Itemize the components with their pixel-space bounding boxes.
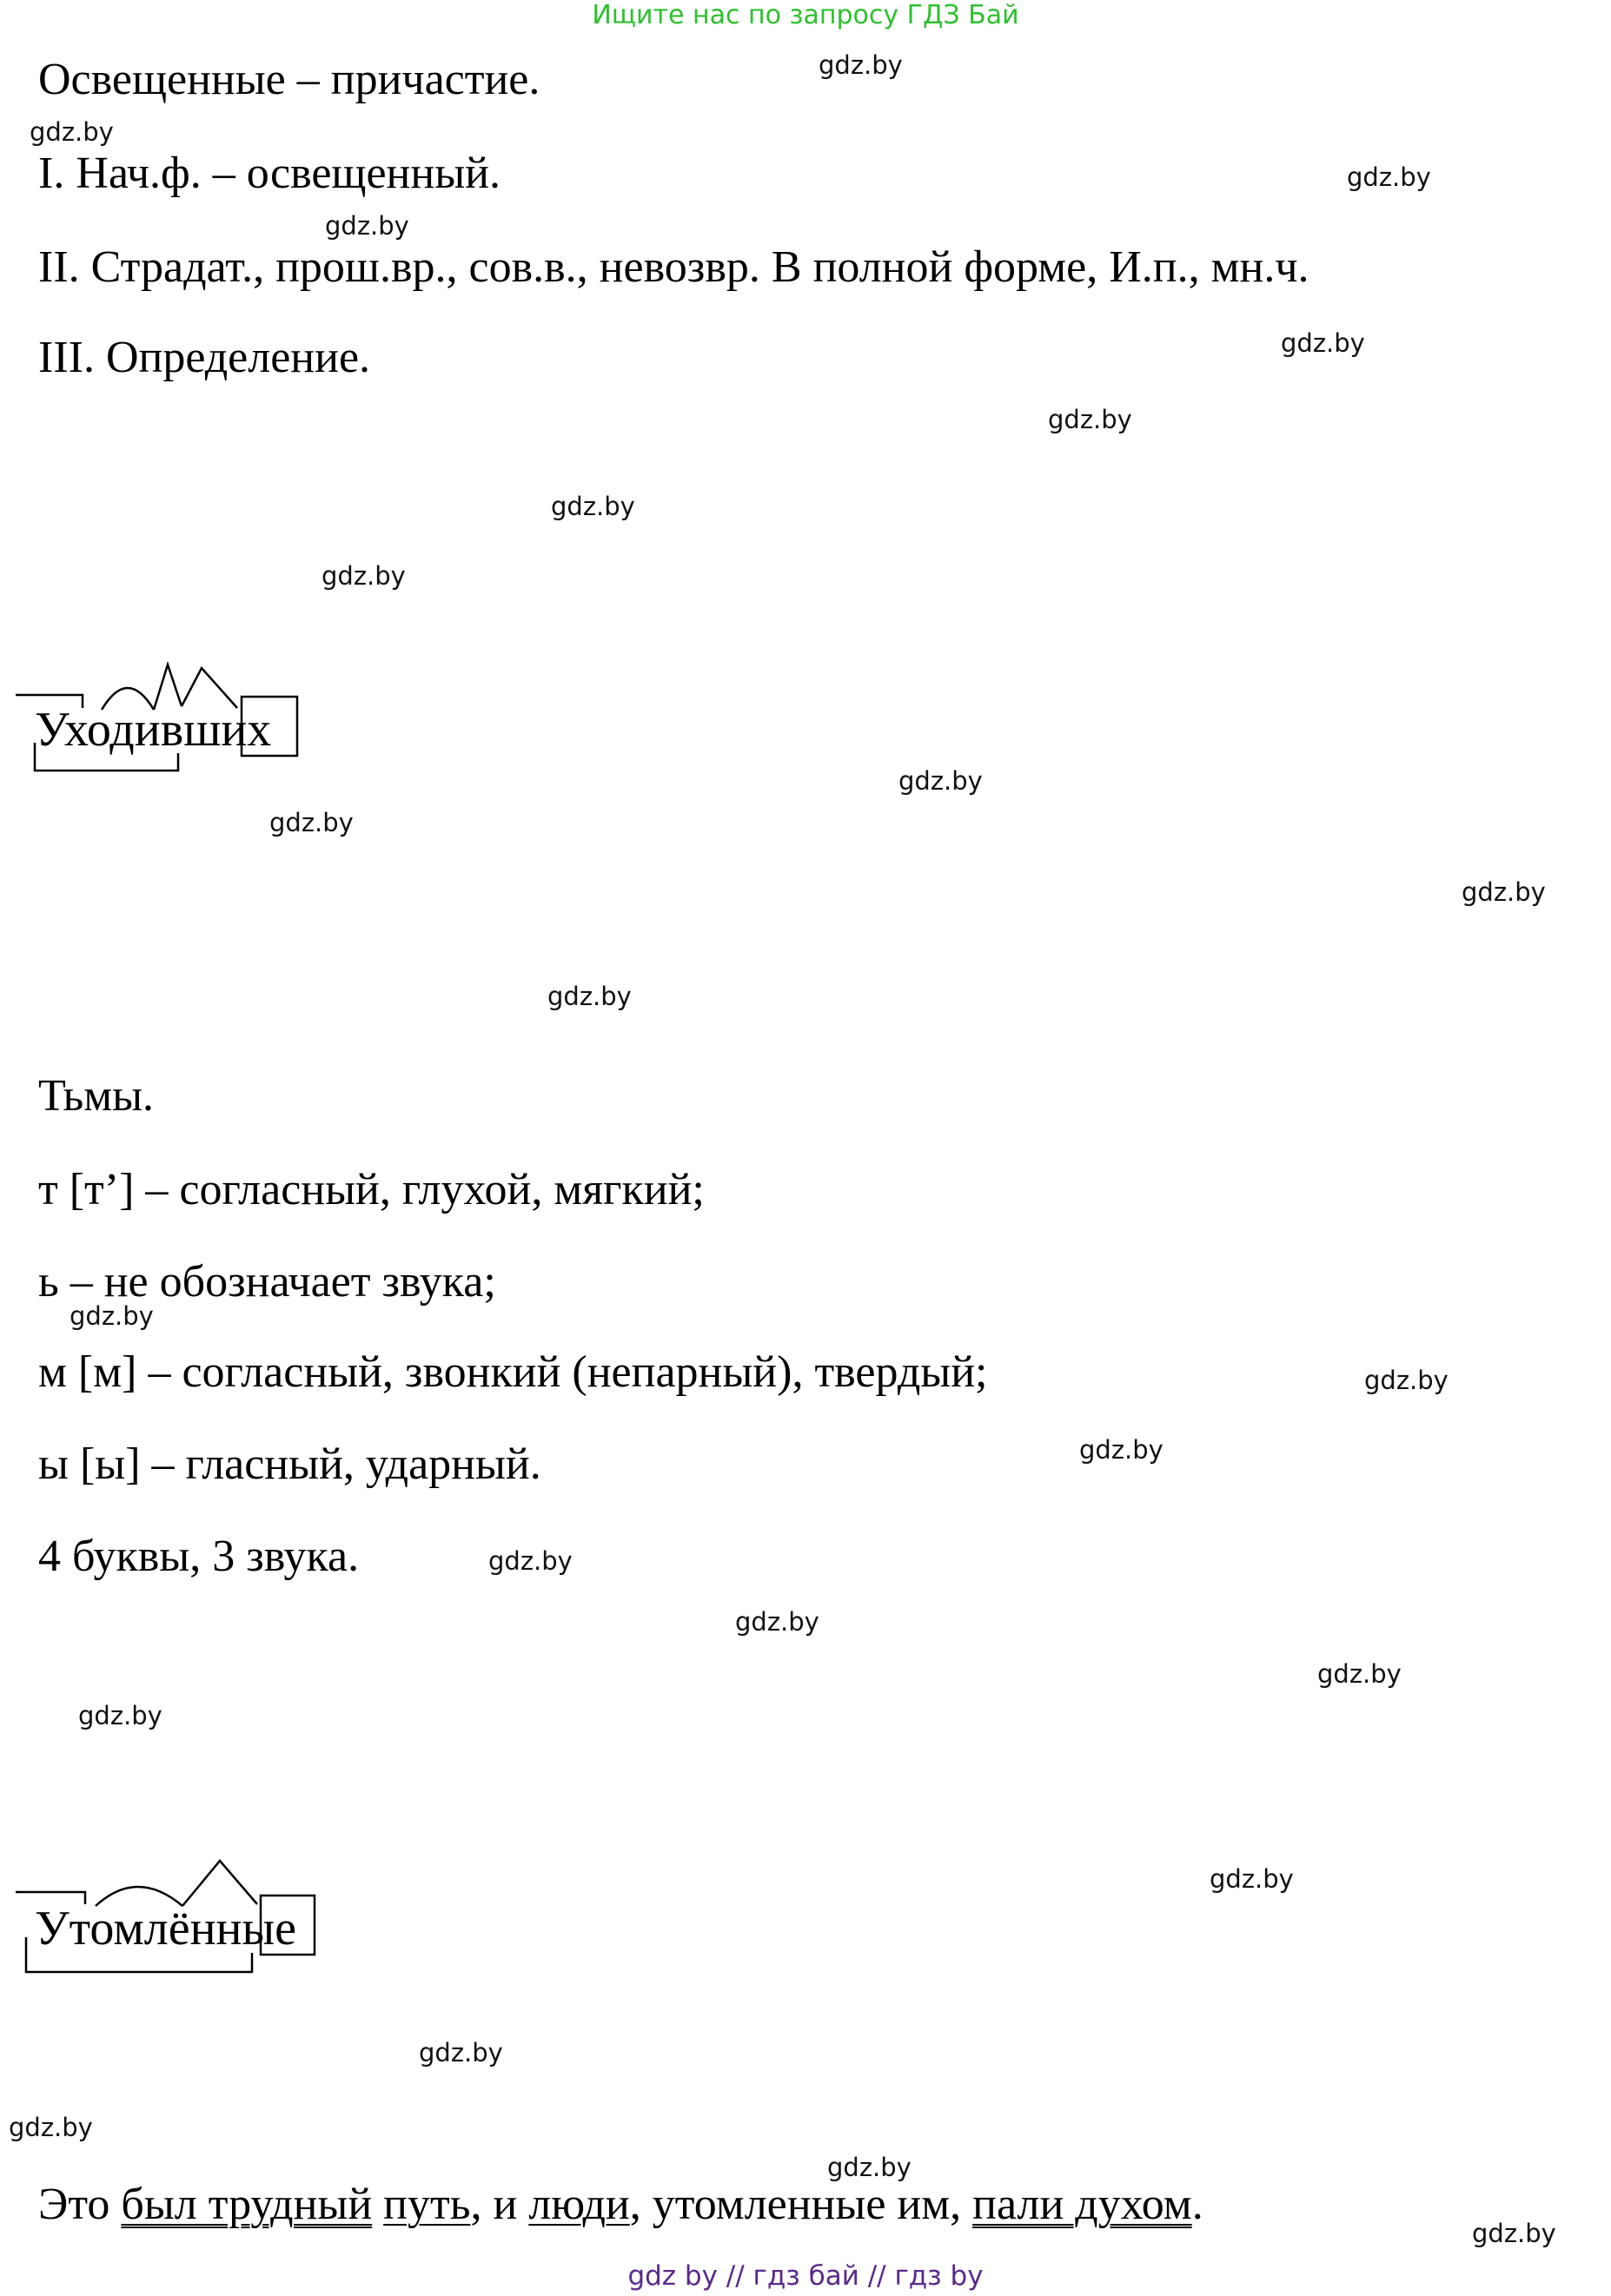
watermark: gdz.by [1462,877,1546,907]
watermark: gdz.by [30,117,114,147]
word2-suffix: ённ [168,1902,242,1955]
word-root: ход [64,703,135,757]
word-ending: их [221,703,272,757]
morpheme-word-1 [35,702,271,758]
phonetic-row-2: ь – не обозначает звука; [38,1257,496,1307]
word-suffix-1: и [134,703,161,757]
analysis-line-3: III. Определение. [38,333,371,382]
watermark: gdz.by [735,1607,819,1637]
watermark: gdz.by [1364,1366,1449,1395]
phonetic-word: Тьмы. [38,1071,155,1121]
sentence-predicate-1: был трудный [121,2180,373,2229]
phonetic-summary: 4 буквы, 3 звука. [38,1532,360,1581]
watermark: gdz.by [1472,2219,1556,2248]
watermark: gdz.by [1347,162,1431,192]
watermark: gdz.by [819,50,903,80]
watermark: gdz.by [78,1701,162,1730]
watermark: gdz.by [898,766,983,796]
parsed-sentence [38,2179,1203,2231]
watermark: gdz.by [322,561,406,591]
watermark: gdz.by [1281,328,1365,358]
word-prefix: У [35,703,65,757]
analysis-heading: Освещенные – причастие. [38,55,540,104]
suffix-mark-3 [182,1861,257,1906]
watermark: gdz.by [547,982,632,1011]
watermark: gdz.by [1048,405,1132,434]
sentence-part: , утомленные им, [629,2180,973,2229]
watermark: gdz.by [325,211,409,241]
watermark: gdz.by [827,2153,912,2182]
watermark: gdz.by [551,492,635,521]
sentence-part: , и [470,2180,529,2229]
word-suffix-2: вш [160,703,222,757]
sentence-subject-2: люди [528,2180,630,2229]
word2-prefix: У [35,1902,70,1955]
watermark: gdz.by [1210,1864,1294,1894]
watermark: gdz.by [1079,1435,1164,1465]
footer-links[interactable]: gdz by // гдз бай // гдз by [627,2260,984,2292]
phonetic-row-1: т [т’] – согласный, глухой, мягкий; [38,1165,705,1214]
sentence-part: . [1191,2180,1203,2229]
watermark: gdz.by [419,2038,503,2068]
sentence-subject-1: путь [383,2180,471,2229]
watermark: gdz.by [9,2113,93,2142]
sentence-predicate-2: пали духом [972,2180,1192,2229]
sentence-part: Это [38,2180,122,2229]
phonetic-row-3: м [м] – согласный, звонкий (непарный), твердый; [38,1347,988,1397]
word2-root: томл [69,1902,169,1955]
analysis-line-1: I. Нач.ф. – освещенный. [38,149,501,198]
watermark: gdz.by [70,1301,154,1331]
watermark: gdz.by [269,808,354,837]
analysis-line-2: II. Страдат., прош.вр., сов.в., невозвр. В полной форме, И.п., мн.ч. [38,242,1309,292]
watermark: gdz.by [1317,1659,1402,1689]
site-banner: Ищите нас по запросу ГДЗ Бай [592,0,1019,30]
phonetic-row-4: ы [ы] – гласный, ударный. [38,1439,541,1489]
word2-ending: ые [242,1902,296,1955]
watermark: gdz.by [488,1546,573,1576]
sentence-part [372,2180,383,2229]
morpheme-word-2 [35,1901,296,1956]
